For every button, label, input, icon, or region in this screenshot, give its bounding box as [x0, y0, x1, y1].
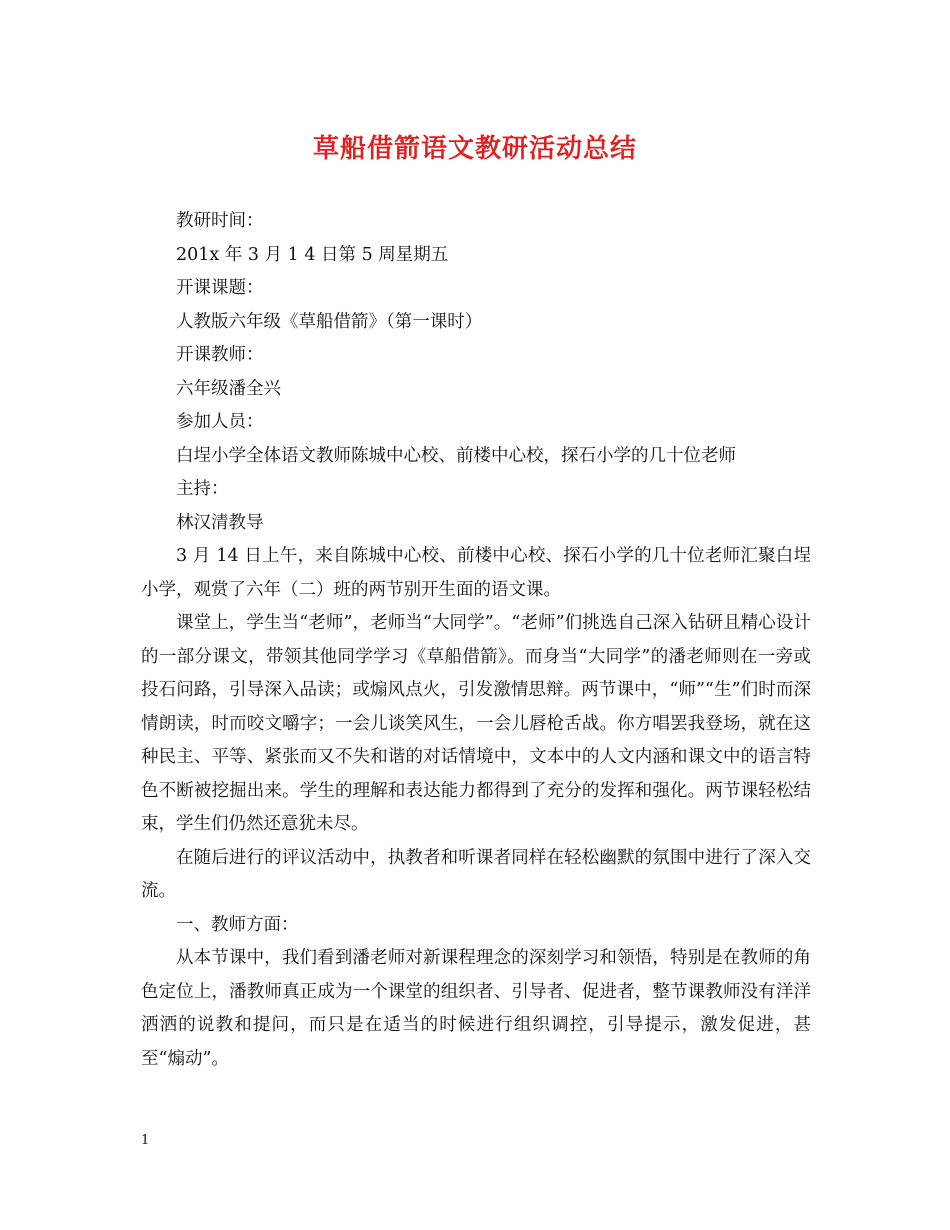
- paragraph: 一、教师方面：: [176, 914, 299, 935]
- paragraph: 在随后进行的评议活动中，执教者和听课者同样在轻松幽默的氛围中进行了深入交流。: [141, 847, 811, 901]
- paragraph: 开课课题：: [176, 278, 264, 298]
- document-title: 草船借箭语文教研活动总结: [312, 134, 637, 164]
- paragraph: 林汉清教导: [176, 512, 264, 533]
- paragraph: 主持：: [176, 479, 229, 499]
- paragraph: 参加人员：: [176, 412, 264, 432]
- paragraph: 3 月 14 日上午，来自陈城中心校、前楼中心校、探石小学的几十位老师汇聚白埕小学，观赏了六年（二）班的两节别开生面的语文课。: [141, 546, 811, 600]
- paragraph: 201x 年 3 月 1 4 日第 5 周星期五: [176, 244, 449, 265]
- paragraph: 教研时间：: [176, 211, 264, 231]
- document-body: [141, 205, 811, 1076]
- paragraph: 从本节课中，我们看到潘老师对新课程理念的深刻学习和领悟，特别是在教师的角色定位上，潘教师真正成为一个课堂的组织者、引导者、促进者，整节课教师没有洋洋洒洒的说教和提问，而只是在适当的时候进行组织调控，引导提示，激发促进，甚至“煽动”。: [141, 948, 811, 1069]
- paragraph: 开课教师：: [176, 345, 264, 365]
- page-number: 1: [141, 1133, 150, 1148]
- paragraph: 六年级潘全兴: [176, 378, 281, 399]
- paragraph: 白埕小学全体语文教师陈城中心校、前楼中心校，探石小学的几十位老师: [176, 445, 736, 466]
- paragraph: 人教版六年级《草船借箭》（第一课时）: [176, 311, 483, 332]
- paragraph: 课堂上，学生当“老师”，老师当“大同学”。“老师”们挑选自己深入钻研且精心设计的一部分课文，带领其他同学学习《草船借箭》。而身当“大同学”的潘老师则在一旁或投石问路，引导深入品读；或煽风点火，引发激情思辩。两节课中，“师”“生”们时而深情朗读，时而咬文嚼字；一会儿谈笑风生，一会儿唇枪舌战。你方唱罢我登场，就在这种民主、平等、紧张而又不失和谐的对话情境中，文本中的人文内涵和课文中的语言特色不断被挖掘出来。学生的理解和表达能力都得到了充分的发挥和强化。两节课轻松结束，学生们仍然还意犹未尽。: [141, 613, 811, 834]
